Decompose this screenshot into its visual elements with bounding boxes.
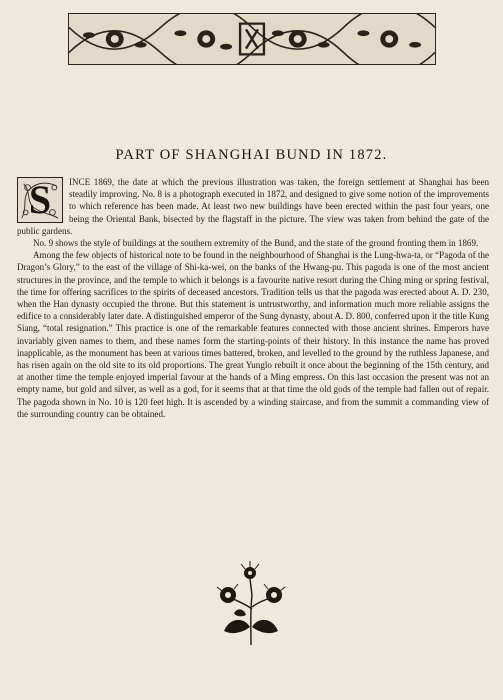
paragraph-1 xyxy=(17,176,489,237)
paragraph-2: No. 9 shows the style of buildings at the southern extremity of the Bund, and the state of the ground fronting them in 1869. xyxy=(33,238,479,249)
paragraph-1-lead: INCE xyxy=(69,177,91,187)
flower-tailpiece xyxy=(214,561,288,645)
floral-header-ornament xyxy=(68,13,436,65)
paragraph-3: Among the few objects of historical note to be found in the neighbourhood of Shanghai is the Lung-hwa-ta, or “Pagoda of the Dragon’s Glory,” to the east of the village of Shi-ka-wei, on the banks of the Hwang-pu. This pagoda is one of the most ancient structures in the province, and the temple to which it belongs is a favourite native resort during the Ching ming or spring festival, the time for offering sacrifices to the spirits of deceased ancestors. Tradition tells us that the pagoda was erected about A. D. 230, when the Han dynasty occupied the throne. But this statement is untrustworthy, and information much more reliable assigns the edifice to a considerably later date. A distinguished emperor of the Sung dynasty, about A. D. 800, conferred upon it the title Kung Siang, “total resignation.” This practice is one of the remarkable features connected with those ancient shrines. Emperors have invariably given names to them, and these names form the starting-points of their history. In this instance the name has proved inapplicable, as the monument has been at various times battered, broken, and levelled to the ground by the ruthless Japanese, and has risen again on the old site to its old proportions. The great Yunglo rebuilt it once about the beginning of the 15th century, and at another time the temple enjoyed imperial favour at the hands of a Ming empress. On this last occasion the present was not an empty name, but gold and silver, as well as a god, for it seems that at that time the old gods of the temple had fallen out of repair. The pagoda shown in No. 10 is 120 feet high. It is ascended by a winding staircase, and from the summit a commanding view of the surrounding country can be obtained. xyxy=(17,250,490,419)
page-title: PART OF SHANGHAI BUND IN 1872. xyxy=(115,147,388,163)
flower-sprig-icon xyxy=(214,561,288,645)
drop-cap-letter: S xyxy=(28,176,52,222)
ornamented-initial xyxy=(17,177,63,223)
body-text xyxy=(17,176,489,420)
floral-ornament-icon xyxy=(69,14,435,64)
paragraph-1-text: 1869, the date at which the previous illustration was taken, the foreign settlement at Shanghai has been steadily improving. No. 8 is a photograph executed in 1872, and designed to give some notion of the improvements to which reference has been made. At least two new buildings have been erected within the past four years, one being the Oriental Bank, bisected by the flagstaff in the picture. The view was taken from behind the gate of the public gardens. xyxy=(17,177,489,236)
